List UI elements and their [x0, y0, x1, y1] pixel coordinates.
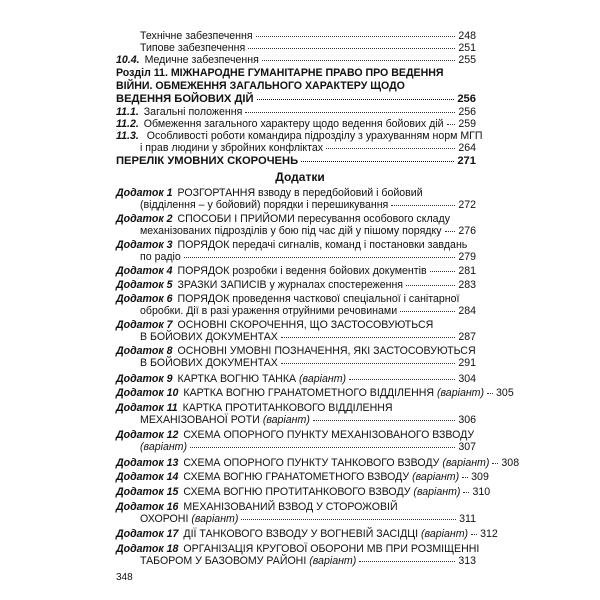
- appendix-label: Додаток 5: [116, 279, 173, 291]
- page-number: 348: [116, 572, 133, 583]
- appendix-text-continued: по радіо: [140, 251, 181, 263]
- appendix-variant: (варіант): [262, 414, 310, 426]
- appendix-entry: [116, 528, 498, 540]
- dot-leader: [190, 447, 455, 448]
- appendix-text-continued: ТАБОРОМ У БАЗОВОМУ РАЙОНІ: [140, 555, 307, 567]
- appendix-label: Додаток 9: [116, 373, 173, 385]
- appendix-text: КАРТКА ВОГНЮ ТАНКА: [177, 373, 297, 385]
- toc-entry-page: 251: [458, 42, 476, 54]
- dot-leader: [262, 60, 456, 61]
- appendix-page: 272: [458, 199, 476, 211]
- appendix-entry: [140, 358, 476, 369]
- appendix-page: 287: [458, 331, 476, 343]
- appendix-text: ЗРАЗКИ ЗАПИСІВ у журналах спостереження: [177, 279, 404, 291]
- dot-leader: [400, 311, 455, 312]
- appendix-label: Додаток 13: [116, 457, 179, 469]
- dot-leader: [462, 477, 468, 478]
- appendix-text: ОСНОВНІ СКОРОЧЕННЯ, ЩО ЗАСТОСОВУЮТЬСЯ: [177, 319, 434, 331]
- appendix-text: ОСНОВНІ УМОВНІ ПОЗНАЧЕННЯ, ЯКІ ЗАСТОСОВУЮТЬСЯ: [177, 345, 476, 357]
- dot-leader: [447, 124, 456, 125]
- dot-leader: [445, 231, 456, 232]
- toc-entry-number: 10.4.: [116, 54, 140, 66]
- appendix-text: ПОРЯДОК передачі сигналів, команд і постановки завдань: [177, 239, 468, 251]
- appendix-label: Додаток 3: [116, 239, 173, 251]
- toc-entry: [116, 55, 476, 66]
- toc-entry: [140, 31, 476, 42]
- appendix-entry: [116, 374, 476, 385]
- dot-leader: [430, 271, 456, 272]
- appendix-entry: [140, 226, 476, 237]
- appendix-text-continued: В БОЙОВИХ ДОКУМЕНТАХ: [140, 331, 278, 343]
- appendix-first-line: [116, 240, 467, 251]
- appendix-first-line: [116, 544, 479, 555]
- dot-leader: [245, 112, 455, 113]
- appendix-first-line: [116, 346, 476, 357]
- appendix-page: 305: [496, 387, 514, 399]
- appendix-variant: (варіант): [299, 373, 347, 385]
- abbreviations-title: ПЕРЕЛІК УМОВНИХ СКОРОЧЕНЬ: [116, 155, 299, 167]
- appendix-first-line: [116, 430, 474, 441]
- appendices-heading: Додатки: [275, 170, 325, 184]
- appendix-first-line: [116, 214, 450, 225]
- appendix-entry: [140, 514, 476, 525]
- toc-entry-text: Загальні положення: [143, 106, 243, 118]
- appendix-first-line: [116, 403, 393, 414]
- appendix-page: 310: [472, 486, 491, 498]
- appendix-entry: [116, 266, 476, 277]
- appendix-label: Додаток 1: [116, 187, 173, 199]
- abbreviations-page: 271: [457, 155, 476, 167]
- dot-leader: [301, 161, 454, 162]
- appendix-text: ПОРЯДОК розробки і ведення бойових документів: [177, 265, 427, 277]
- appendix-first-line: [116, 188, 423, 199]
- abbreviations-entry: [116, 156, 476, 167]
- toc-entry: [140, 43, 476, 54]
- dot-leader: [257, 99, 455, 100]
- appendix-entry: [116, 486, 491, 498]
- dot-leader: [241, 519, 456, 520]
- dot-leader: [359, 561, 455, 562]
- appendix-page: 284: [458, 305, 476, 317]
- section-title-line-1: Розділ 11. МІЖНАРОДНЕ ГУМАНІТАРНЕ ПРАВО ПРО ВЕДЕННЯ: [116, 67, 444, 79]
- dot-leader: [248, 48, 455, 49]
- appendix-text-continued: обробки. Дії в разі ураження отруйними речовинами: [140, 305, 398, 317]
- toc-entry-first-line: [116, 131, 483, 142]
- toc-entry-page: 256: [458, 106, 476, 118]
- toc-entry-text: Технічне забезпечення: [140, 30, 253, 42]
- appendix-page: 312: [480, 528, 498, 540]
- appendix-page: 307: [458, 441, 476, 453]
- appendix-text: СХЕМА ОПОРНОГО ПУНКТУ МЕХАНІЗОВАНОГО ВЗВОДУ: [183, 429, 475, 441]
- appendix-text: ОРГАНІЗАЦІЯ КРУГОВОЇ ОБОРОНИ МВ ПРИ РОЗМІЩЕННІ: [183, 543, 480, 555]
- appendix-entry: [116, 280, 476, 291]
- dot-leader: [326, 148, 455, 149]
- appendix-text: ДІЇ ТАНКОВОГО ВЗВОДУ У ВОГНЕВІЙ ЗАСІДЦІ: [183, 528, 419, 540]
- appendix-page: 304: [458, 373, 476, 385]
- toc-entry-text-continued: і прав людини у збройних конфліктах: [140, 142, 324, 154]
- appendix-first-line: [116, 502, 398, 513]
- section-page: 256: [457, 93, 476, 105]
- toc-entry-text: Типове забезпечення: [140, 42, 246, 54]
- appendix-entry: [116, 387, 514, 399]
- appendix-label: Додаток 18: [116, 543, 179, 555]
- section-title-line-3: ВЕДЕННЯ БОЙОВИХ ДІЙ: [116, 93, 254, 105]
- toc-entry-page: 248: [458, 30, 476, 42]
- appendix-page: 313: [458, 555, 476, 567]
- appendix-label: Додаток 17: [116, 528, 179, 540]
- appendix-text: КАРТКА ВОГНЮ ГРАНАТОМЕТНОГО ВІДДІЛЕННЯ: [183, 387, 435, 399]
- appendix-page: 308: [501, 457, 520, 469]
- appendix-first-line: [116, 320, 433, 331]
- appendix-variant: (варіант): [413, 486, 461, 498]
- appendix-variant: (варіант): [140, 441, 188, 453]
- toc-entry-number: 11.2.: [116, 118, 139, 130]
- appendix-first-line: [116, 294, 460, 305]
- appendix-entry: [116, 457, 520, 469]
- appendix-variant: (варіант): [309, 555, 357, 567]
- appendix-text-continued: механізованих підрозділів у бою під час дій у пішому порядку: [140, 225, 442, 237]
- toc-entry-page: 259: [458, 118, 476, 130]
- appendix-label: Додаток 10: [116, 387, 179, 399]
- appendix-label: Додаток 6: [116, 293, 173, 305]
- dot-leader: [487, 393, 493, 394]
- section-title-last-line: [116, 94, 476, 105]
- toc-entry-text: Медичне забезпечення: [144, 54, 259, 66]
- appendix-page: 309: [471, 471, 489, 483]
- dot-leader: [471, 534, 477, 535]
- dot-leader: [281, 363, 455, 364]
- appendix-text-continued: В БОЙОВИХ ДОКУМЕНТАХ: [140, 357, 278, 369]
- appendix-entry: [140, 252, 476, 263]
- appendix-label: Додаток 11: [116, 402, 178, 414]
- appendix-label: Додаток 16: [116, 501, 179, 513]
- appendix-entry: [140, 415, 476, 426]
- appendix-text-continued: (відділення – у бойовий) порядки і перешикування: [140, 199, 389, 211]
- appendix-variant: (варіант): [412, 471, 460, 483]
- appendix-label: Додаток 2: [116, 213, 173, 225]
- toc-entry-text: Особливості роботи командира підрозділу з урахуванням норм МГП: [146, 130, 483, 142]
- appendix-text: СХЕМА ОПОРНОГО ПУНКТУ ТАНКОВОГО ВЗВОДУ: [183, 457, 440, 469]
- appendix-page: 279: [458, 251, 476, 263]
- dot-leader: [184, 257, 456, 258]
- dot-leader: [349, 379, 455, 380]
- dot-leader: [256, 36, 456, 37]
- appendix-entry: [140, 442, 476, 453]
- appendix-entry: [140, 556, 476, 567]
- appendix-variant: (варіант): [191, 513, 239, 525]
- section-title-line-2: ВІЙНИ. ОБМЕЖЕННЯ ЗАГАЛЬНОГО ХАРАКТЕРУ ЩОДО: [116, 80, 405, 92]
- appendix-entry: [140, 200, 476, 211]
- appendix-variant: (варіант): [442, 457, 490, 469]
- appendix-text: РОЗГОРТАННЯ взводу в передбойовий і бойовий: [177, 187, 423, 199]
- appendix-text: КАРТКА ПРОТИТАНКОВОГО ВІДДІЛЕННЯ: [182, 402, 393, 414]
- appendix-label: Додаток 14: [116, 471, 179, 483]
- appendix-entry: [140, 306, 476, 317]
- appendix-page: 306: [458, 414, 476, 426]
- appendix-text: ПОРЯДОК проведення часткової спеціальної і санітарної: [177, 293, 460, 305]
- appendix-text: СПОСОБИ І ПРИЙОМИ пересування особового складу: [177, 213, 451, 225]
- dot-leader: [463, 492, 469, 493]
- appendix-variant: (варіант): [421, 528, 469, 540]
- toc-entry: [116, 107, 476, 118]
- toc-entry-page: 255: [458, 54, 476, 66]
- appendix-text: СХЕМА ВОГНЮ ПРОТИТАНКОВОГО ВЗВОДУ: [183, 486, 411, 498]
- toc-entry-page: 264: [458, 142, 476, 154]
- appendix-text-continued: МЕХАНІЗОВАНОЇ РОТИ: [140, 414, 260, 426]
- appendix-text: СХЕМА ВОГНЮ ГРАНАТОМЕТНОГО ВЗВОДУ: [183, 471, 410, 483]
- appendix-page: 283: [458, 279, 476, 291]
- appendix-entry: [116, 471, 489, 483]
- appendix-page: 276: [458, 225, 476, 237]
- appendix-page: 311: [459, 513, 476, 525]
- dot-leader: [406, 285, 455, 286]
- appendix-page: 291: [458, 357, 476, 369]
- appendix-variant: (варіант): [436, 387, 485, 399]
- dot-leader: [281, 337, 455, 338]
- dot-leader: [313, 420, 455, 421]
- appendix-page: 281: [458, 265, 476, 277]
- appendix-entry: [140, 332, 476, 343]
- appendix-text: МЕХАНІЗОВАНИЙ ВЗВОД У СТОРОЖОВІЙ: [183, 501, 398, 513]
- appendix-text-continued: ОХОРОНІ: [140, 513, 189, 525]
- toc-entry-text: Обмеження загального характеру щодо ведення бойових дій: [143, 118, 444, 130]
- dot-leader: [391, 205, 455, 206]
- appendix-label: Додаток 7: [116, 319, 173, 331]
- toc-entry: [116, 119, 476, 130]
- appendix-label: Додаток 8: [116, 345, 173, 357]
- appendix-label: Додаток 4: [116, 265, 173, 277]
- toc-entry-number: 11.3.: [116, 130, 139, 142]
- dot-leader: [492, 463, 498, 464]
- toc-entry-number: 11.1.: [116, 106, 139, 118]
- appendix-label: Додаток 15: [116, 486, 179, 498]
- appendix-label: Додаток 12: [116, 429, 179, 441]
- toc-entry: [140, 143, 476, 154]
